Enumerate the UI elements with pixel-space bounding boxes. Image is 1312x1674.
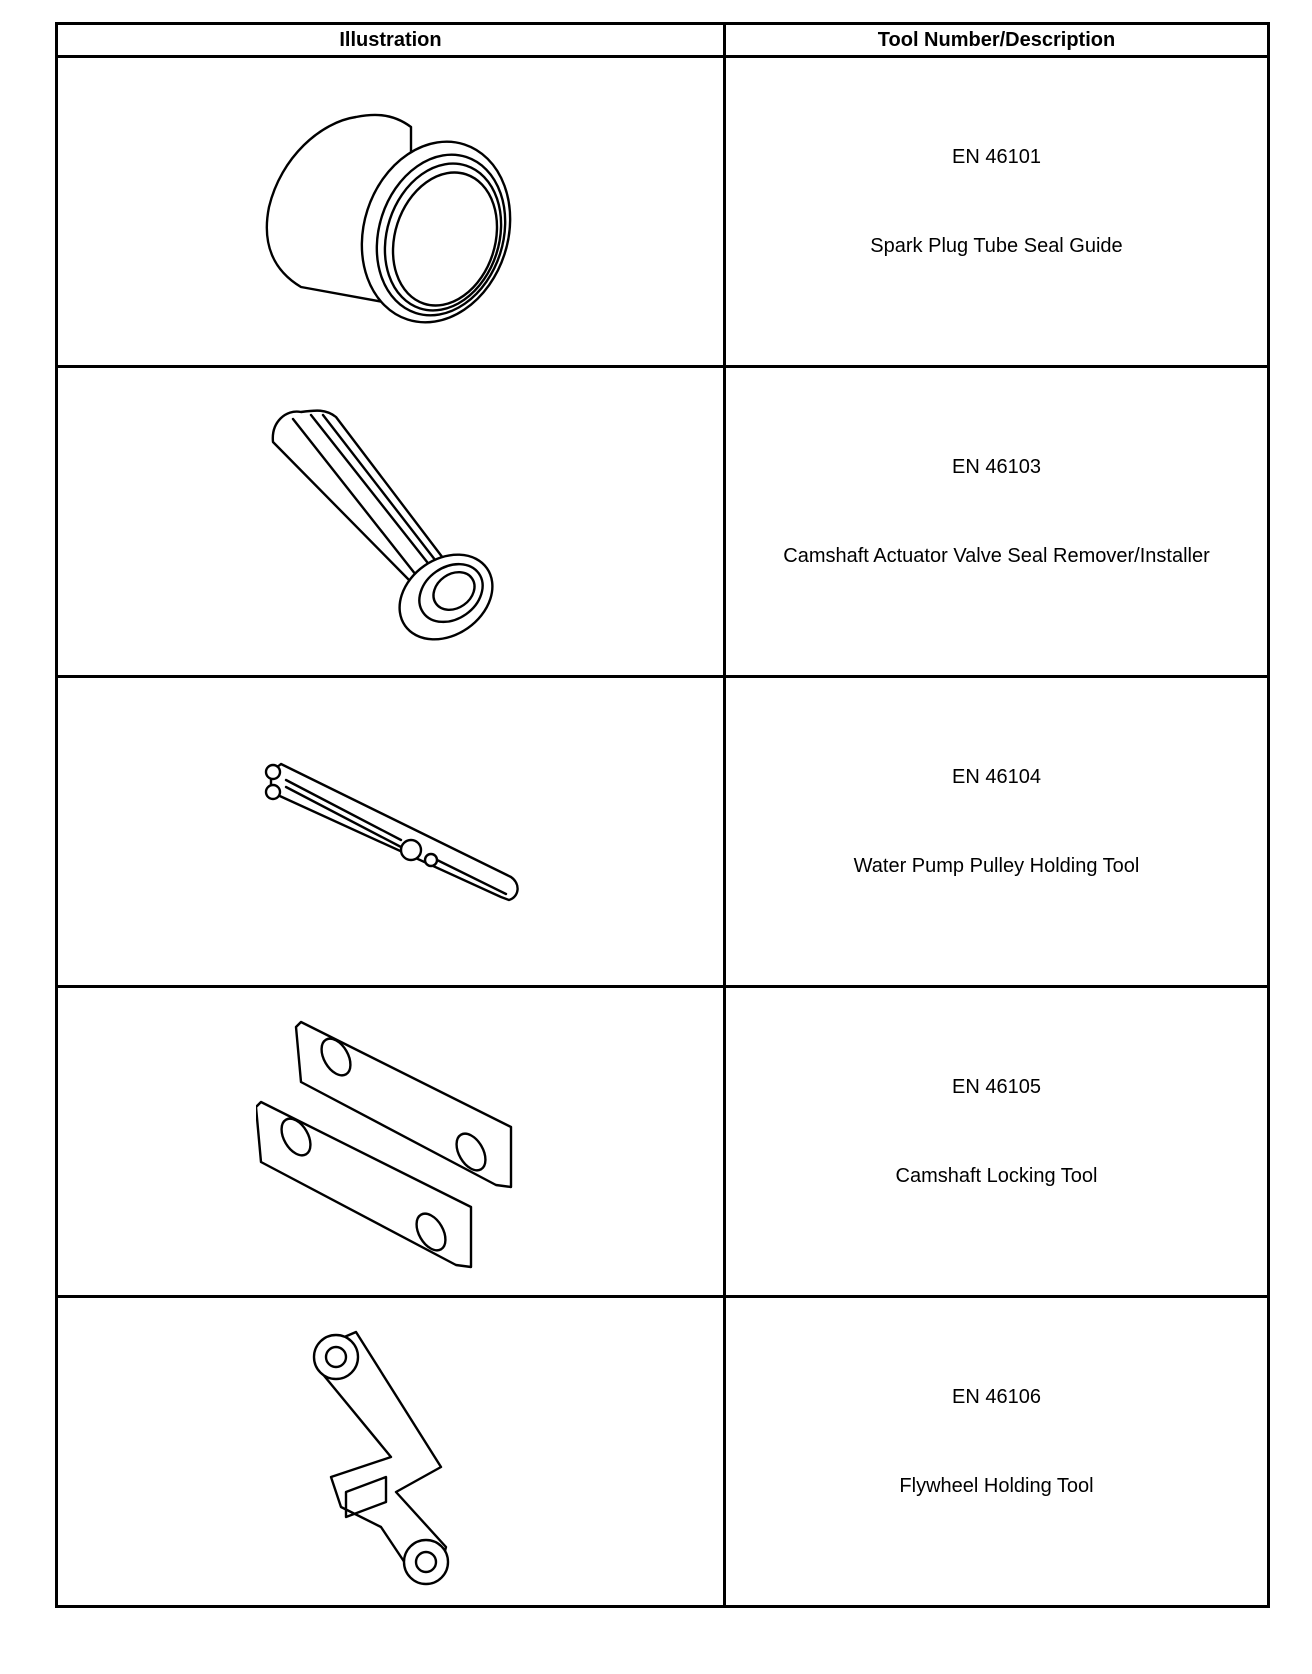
tool-number: EN 46105 bbox=[952, 1075, 1041, 1098]
pulley-holding-tool-icon bbox=[251, 742, 531, 922]
special-tools-table bbox=[55, 22, 1270, 1608]
tool-name: Water Pump Pulley Holding Tool bbox=[853, 854, 1140, 877]
camshaft-locking-tool-icon bbox=[256, 1007, 526, 1277]
tool-name: Spark Plug Tube Seal Guide bbox=[870, 234, 1123, 257]
seal-remover-installer-icon bbox=[261, 397, 521, 647]
tool-number: EN 46103 bbox=[952, 455, 1041, 478]
tool-number: EN 46101 bbox=[952, 145, 1041, 168]
illustration-cell bbox=[57, 987, 725, 1297]
tool-name: Camshaft Actuator Valve Seal Remover/Installer bbox=[783, 544, 1210, 567]
description-cell bbox=[725, 57, 1269, 367]
seal-guide-icon bbox=[261, 97, 521, 327]
illustration-cell bbox=[57, 1297, 725, 1607]
illustration-cell bbox=[57, 57, 725, 367]
tool-name: Camshaft Locking Tool bbox=[895, 1164, 1098, 1187]
illustration-header: Illustration bbox=[57, 24, 725, 57]
table-row bbox=[57, 987, 1269, 1297]
table-row bbox=[57, 367, 1269, 677]
table-row bbox=[57, 1297, 1269, 1607]
description-cell bbox=[725, 1297, 1269, 1607]
illustration-cell bbox=[57, 677, 725, 987]
description-header: Tool Number/Description bbox=[725, 24, 1269, 57]
tool-name: Flywheel Holding Tool bbox=[899, 1474, 1094, 1497]
header-row bbox=[57, 24, 1269, 57]
table-row bbox=[57, 57, 1269, 367]
description-cell bbox=[725, 987, 1269, 1297]
tool-number: EN 46106 bbox=[952, 1385, 1041, 1408]
flywheel-holding-tool-icon bbox=[301, 1317, 481, 1587]
description-cell bbox=[725, 677, 1269, 987]
illustration-cell bbox=[57, 367, 725, 677]
table-row bbox=[57, 677, 1269, 987]
description-cell bbox=[725, 367, 1269, 677]
tool-number: EN 46104 bbox=[952, 765, 1041, 788]
